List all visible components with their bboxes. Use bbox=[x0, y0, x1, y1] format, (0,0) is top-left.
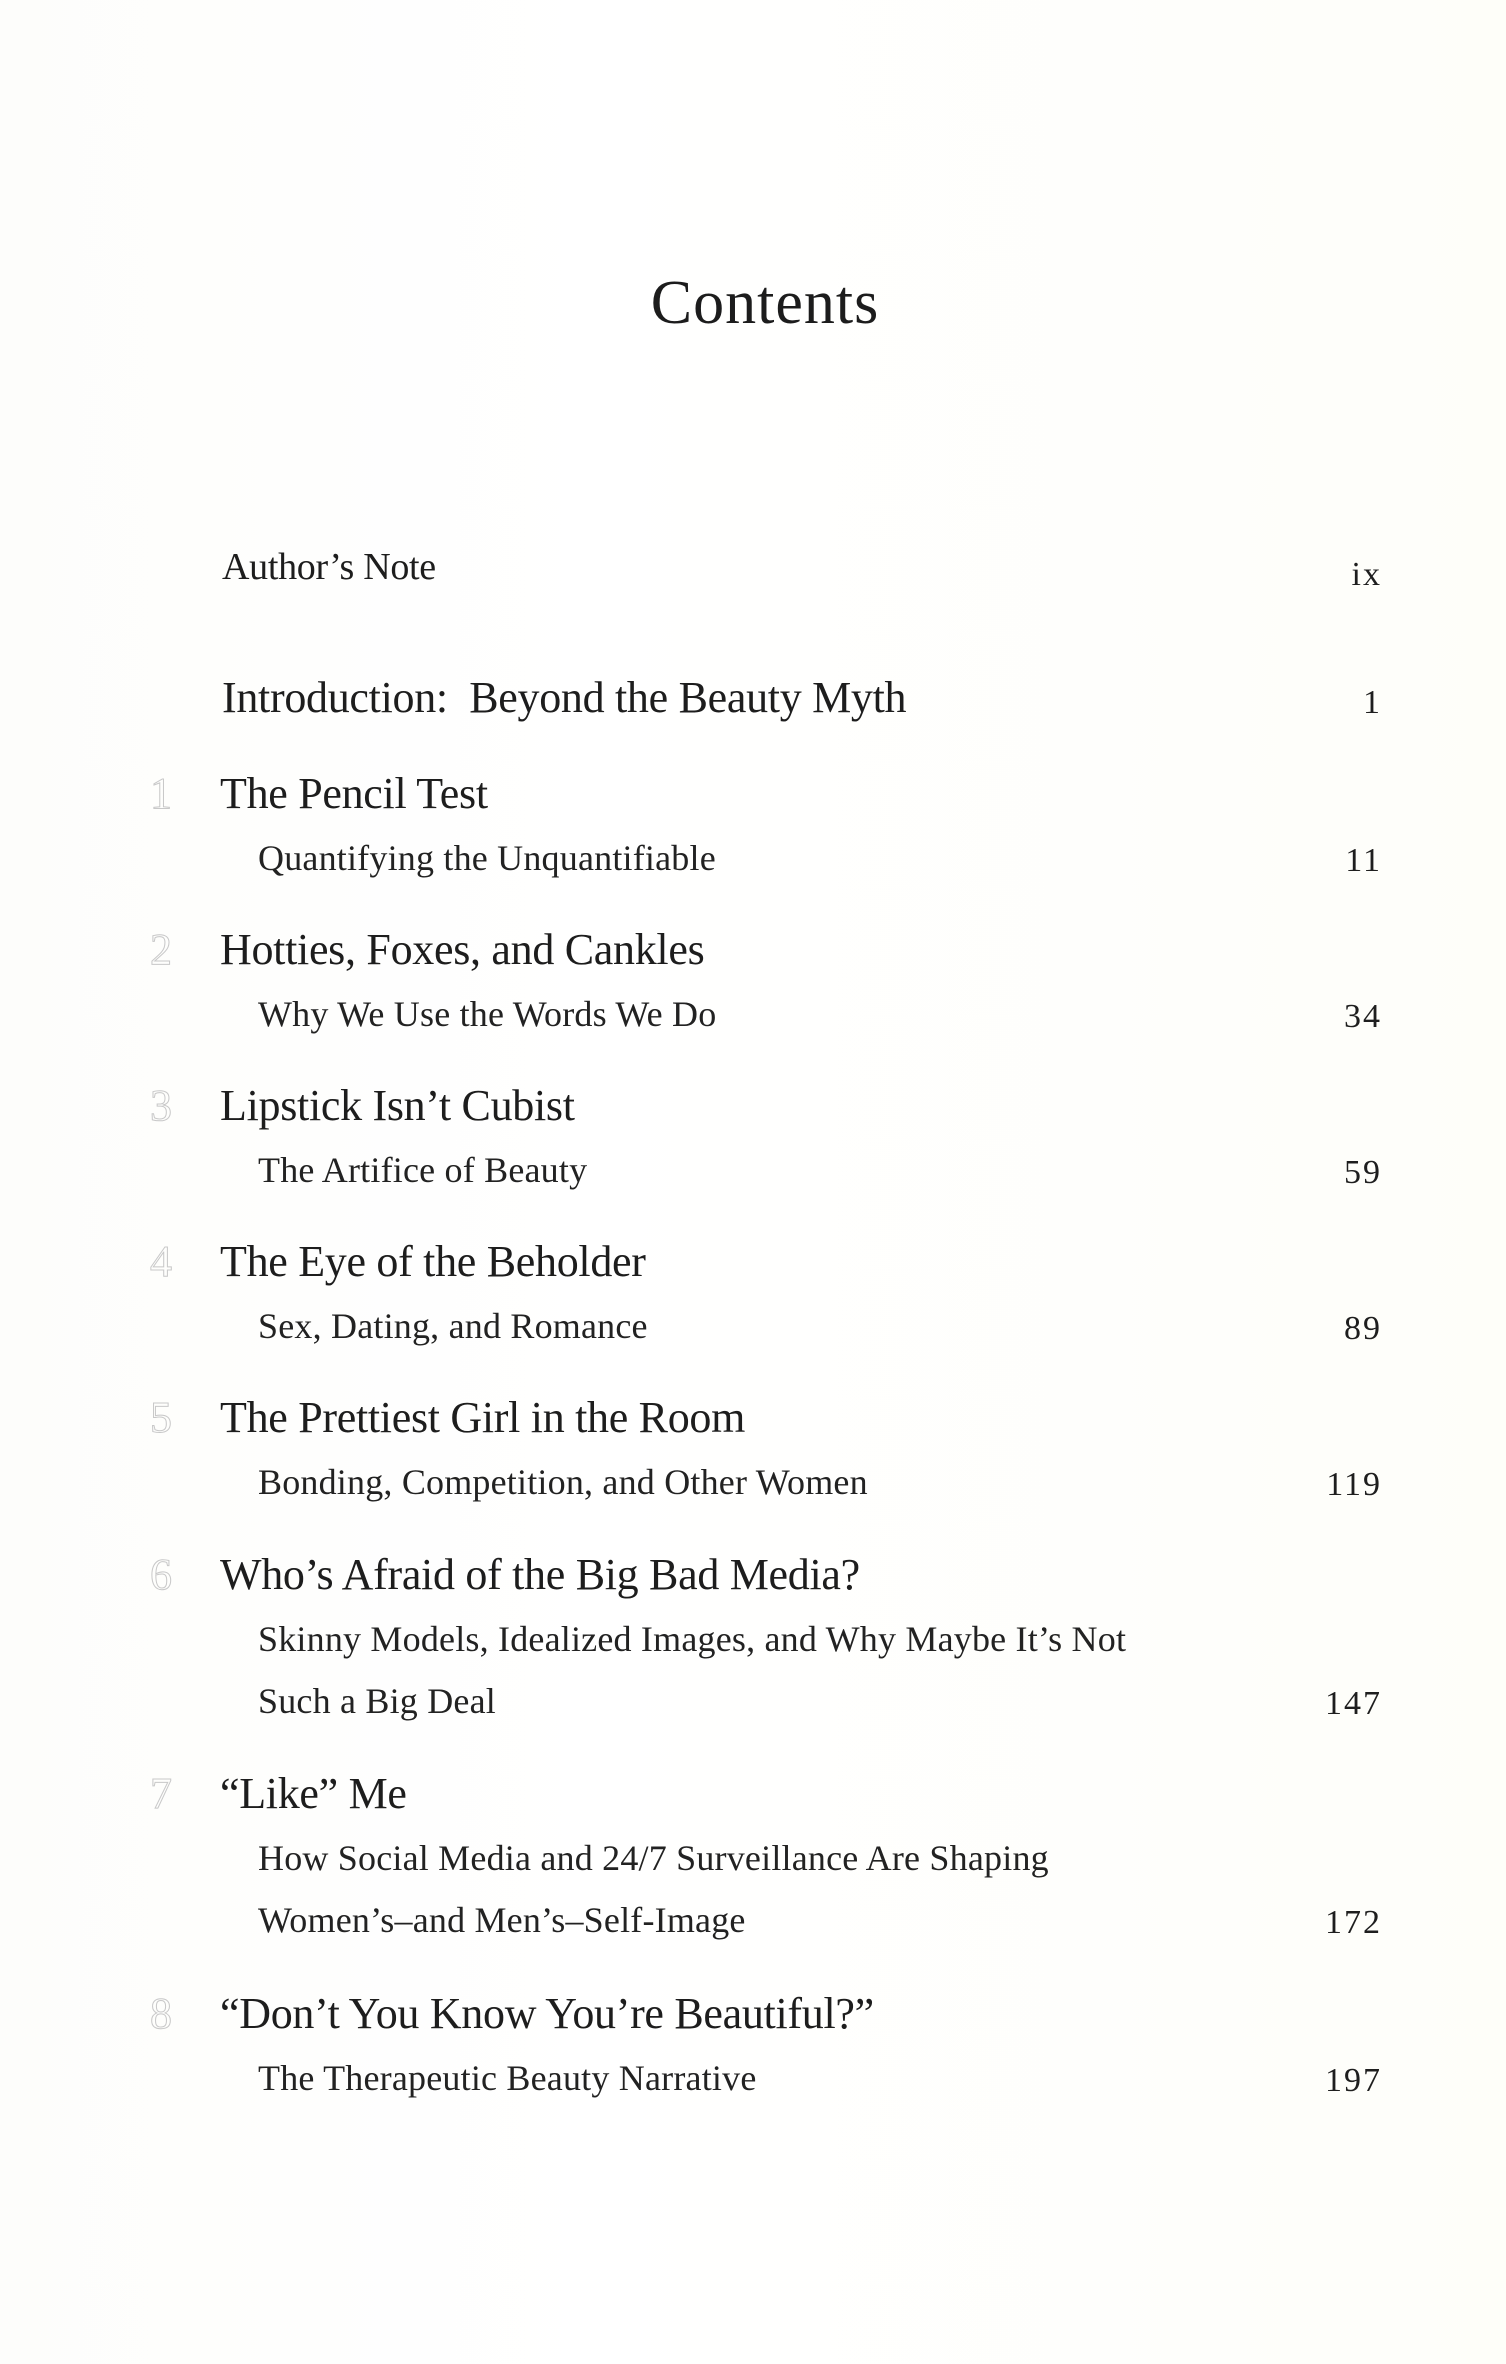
chapter-number: 3 bbox=[150, 1081, 172, 1130]
chapter-number: 1 bbox=[150, 769, 172, 818]
page-number: ix bbox=[1351, 556, 1382, 593]
page-number: 197 bbox=[1325, 2062, 1382, 2099]
chapter-number: 8 bbox=[150, 1989, 172, 2038]
entry-title: Introduction: Beyond the Beauty Myth bbox=[222, 673, 907, 722]
entry-subtitle: The Therapeutic Beauty Narrative bbox=[258, 2058, 757, 2098]
entry-title: “Don’t You Know You’re Beautiful?” bbox=[220, 1989, 874, 2038]
chapter-number: 6 bbox=[150, 1550, 172, 1599]
chapter-number: 7 bbox=[150, 1769, 172, 1818]
entry-subtitle-continued: Women’s–and Men’s–Self-Image bbox=[258, 1900, 746, 1940]
entry-subtitle: Quantifying the Unquantifiable bbox=[258, 838, 716, 878]
entry-subtitle: Bonding, Competition, and Other Women bbox=[258, 1462, 868, 1502]
entry-title: The Pencil Test bbox=[220, 769, 488, 818]
entry-subtitle: Sex, Dating, and Romance bbox=[258, 1306, 648, 1346]
entry-title: Lipstick Isn’t Cubist bbox=[220, 1081, 575, 1130]
page-title: Contents bbox=[650, 269, 880, 337]
entry-title: The Eye of the Beholder bbox=[220, 1237, 646, 1286]
page-number: 119 bbox=[1326, 1466, 1382, 1503]
entry-title: Who’s Afraid of the Big Bad Media? bbox=[220, 1550, 860, 1599]
page-number: 59 bbox=[1344, 1154, 1382, 1191]
chapter-number: 5 bbox=[150, 1393, 172, 1442]
entry-title: Author’s Note bbox=[222, 546, 436, 588]
entry-title: Hotties, Foxes, and Cankles bbox=[220, 925, 705, 974]
page-number: 89 bbox=[1344, 1310, 1382, 1347]
chapter-number: 4 bbox=[150, 1237, 172, 1286]
page-number: 147 bbox=[1325, 1685, 1382, 1722]
page-number: 1 bbox=[1363, 684, 1382, 721]
entry-subtitle: Skinny Models, Idealized Images, and Why Maybe It’s Not bbox=[258, 1619, 1127, 1659]
entry-subtitle: How Social Media and 24/7 Surveillance Are Shaping bbox=[258, 1838, 1049, 1878]
chapter-number: 2 bbox=[150, 925, 172, 974]
page-number: 11 bbox=[1345, 842, 1382, 879]
entry-title: “Like” Me bbox=[220, 1769, 407, 1818]
entry-subtitle: The Artifice of Beauty bbox=[258, 1150, 588, 1190]
entry-subtitle: Why We Use the Words We Do bbox=[258, 994, 717, 1034]
entry-subtitle-continued: Such a Big Deal bbox=[258, 1681, 496, 1721]
page-number: 34 bbox=[1344, 998, 1382, 1035]
entry-title: The Prettiest Girl in the Room bbox=[220, 1393, 746, 1442]
page-number: 172 bbox=[1325, 1904, 1382, 1941]
